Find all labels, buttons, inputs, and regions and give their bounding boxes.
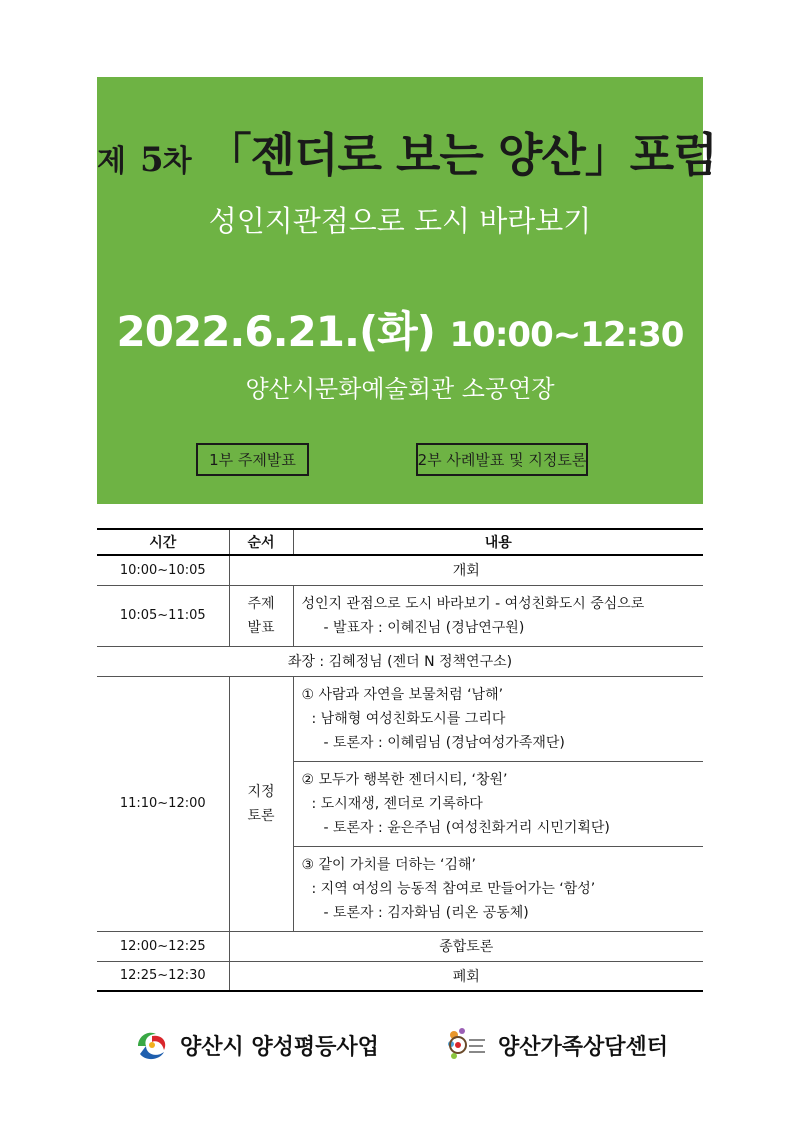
part1-label: 1부 주제발표 [196,443,309,476]
table-row [97,585,703,646]
part2-label: 2부 사례발표 및 지정토론 [416,443,588,476]
family-center-logo-icon [444,1026,488,1064]
header-content: 내용 [293,529,703,555]
row-content [293,585,703,646]
table-row [97,961,703,991]
yangsan-city-logo-icon [134,1028,170,1062]
row-time: 12:25~12:30 [97,961,229,991]
table-header-row [97,529,703,555]
event-date: 2022.6.21.(화) [116,307,435,356]
title-prefix: 제 [97,144,125,179]
banner-subtitle: 성인지관점으로 도시 바라보기 [208,204,592,238]
table-row [97,646,703,676]
event-venue: 양산시문화예술회관 소공연장 [245,375,555,403]
yangsan-city-logo-group [134,1028,379,1062]
talk-speaker: - 토론자 : 윤은주님 (여성친화거리 시민기획단) [323,819,610,836]
talk-speaker: - 토론자 : 이혜림님 (경남여성가족재단) [323,734,565,751]
row-content: 개회 [229,555,703,585]
order-line: 발표 [247,619,275,636]
talk-speaker: - 토론자 : 김자화님 (리온 공동체) [323,904,529,921]
event-time: 10:00~12:30 [449,315,684,355]
content-line: 성인지 관점으로 도시 바라보기 - 여성친화도시 중심으로 [301,595,645,612]
footer-right-text: 양산가족상담센터 [498,1034,669,1060]
row-order [229,676,293,931]
talk-title: ③ 같이 가치를 더하는 ‘김해’ [301,856,476,873]
row-content [293,676,703,931]
header-order: 순서 [229,529,293,555]
row-time: 10:05~11:05 [97,585,229,646]
program-table [97,528,703,992]
order-line: 주제 [247,595,275,612]
row-order [229,585,293,646]
event-banner [97,77,717,504]
talk-subtitle: : 남해형 여성친화도시를 그리다 [311,710,506,727]
footer-left-text: 양산시 양성평등사업 [180,1034,379,1060]
table-row [97,676,703,931]
row-time: 12:00~12:25 [97,931,229,961]
row-time: 10:00~10:05 [97,555,229,585]
title-main: 「젠더로 보는 양산」포럼 [205,128,717,182]
order-line: 토론 [247,807,275,824]
banner-title [97,119,717,185]
talk-item [294,677,704,762]
content-line: - 발표자 : 이혜진님 (경남연구원) [323,619,525,636]
row-time: 11:10~12:00 [97,676,229,931]
row-content: 폐회 [229,961,703,991]
talk-subtitle: : 지역 여성의 능동적 참여로 만들어가는 ‘함성’ [311,880,596,897]
title-number: 5 [140,140,163,180]
talk-subtitle: : 도시재생, 젠더로 기록하다 [311,795,483,812]
talk-title: ② 모두가 행복한 젠더시티, ‘창원’ [301,771,508,788]
title-cha: 차 [162,144,191,179]
footer [0,1022,800,1066]
header-time: 시간 [97,529,229,555]
order-line: 지정 [247,783,275,800]
chair-line: 좌장 : 김혜정님 (젠더 N 정책연구소) [97,646,703,676]
talk-item [294,847,704,931]
table-row [97,555,703,585]
talk-title: ① 사람과 자연을 보물처럼 ‘남해’ [301,686,504,703]
banner-datetime [97,299,703,359]
talk-item [294,762,704,847]
row-content: 종합토론 [229,931,703,961]
family-center-logo-group [444,1026,668,1064]
table-row [97,931,703,961]
